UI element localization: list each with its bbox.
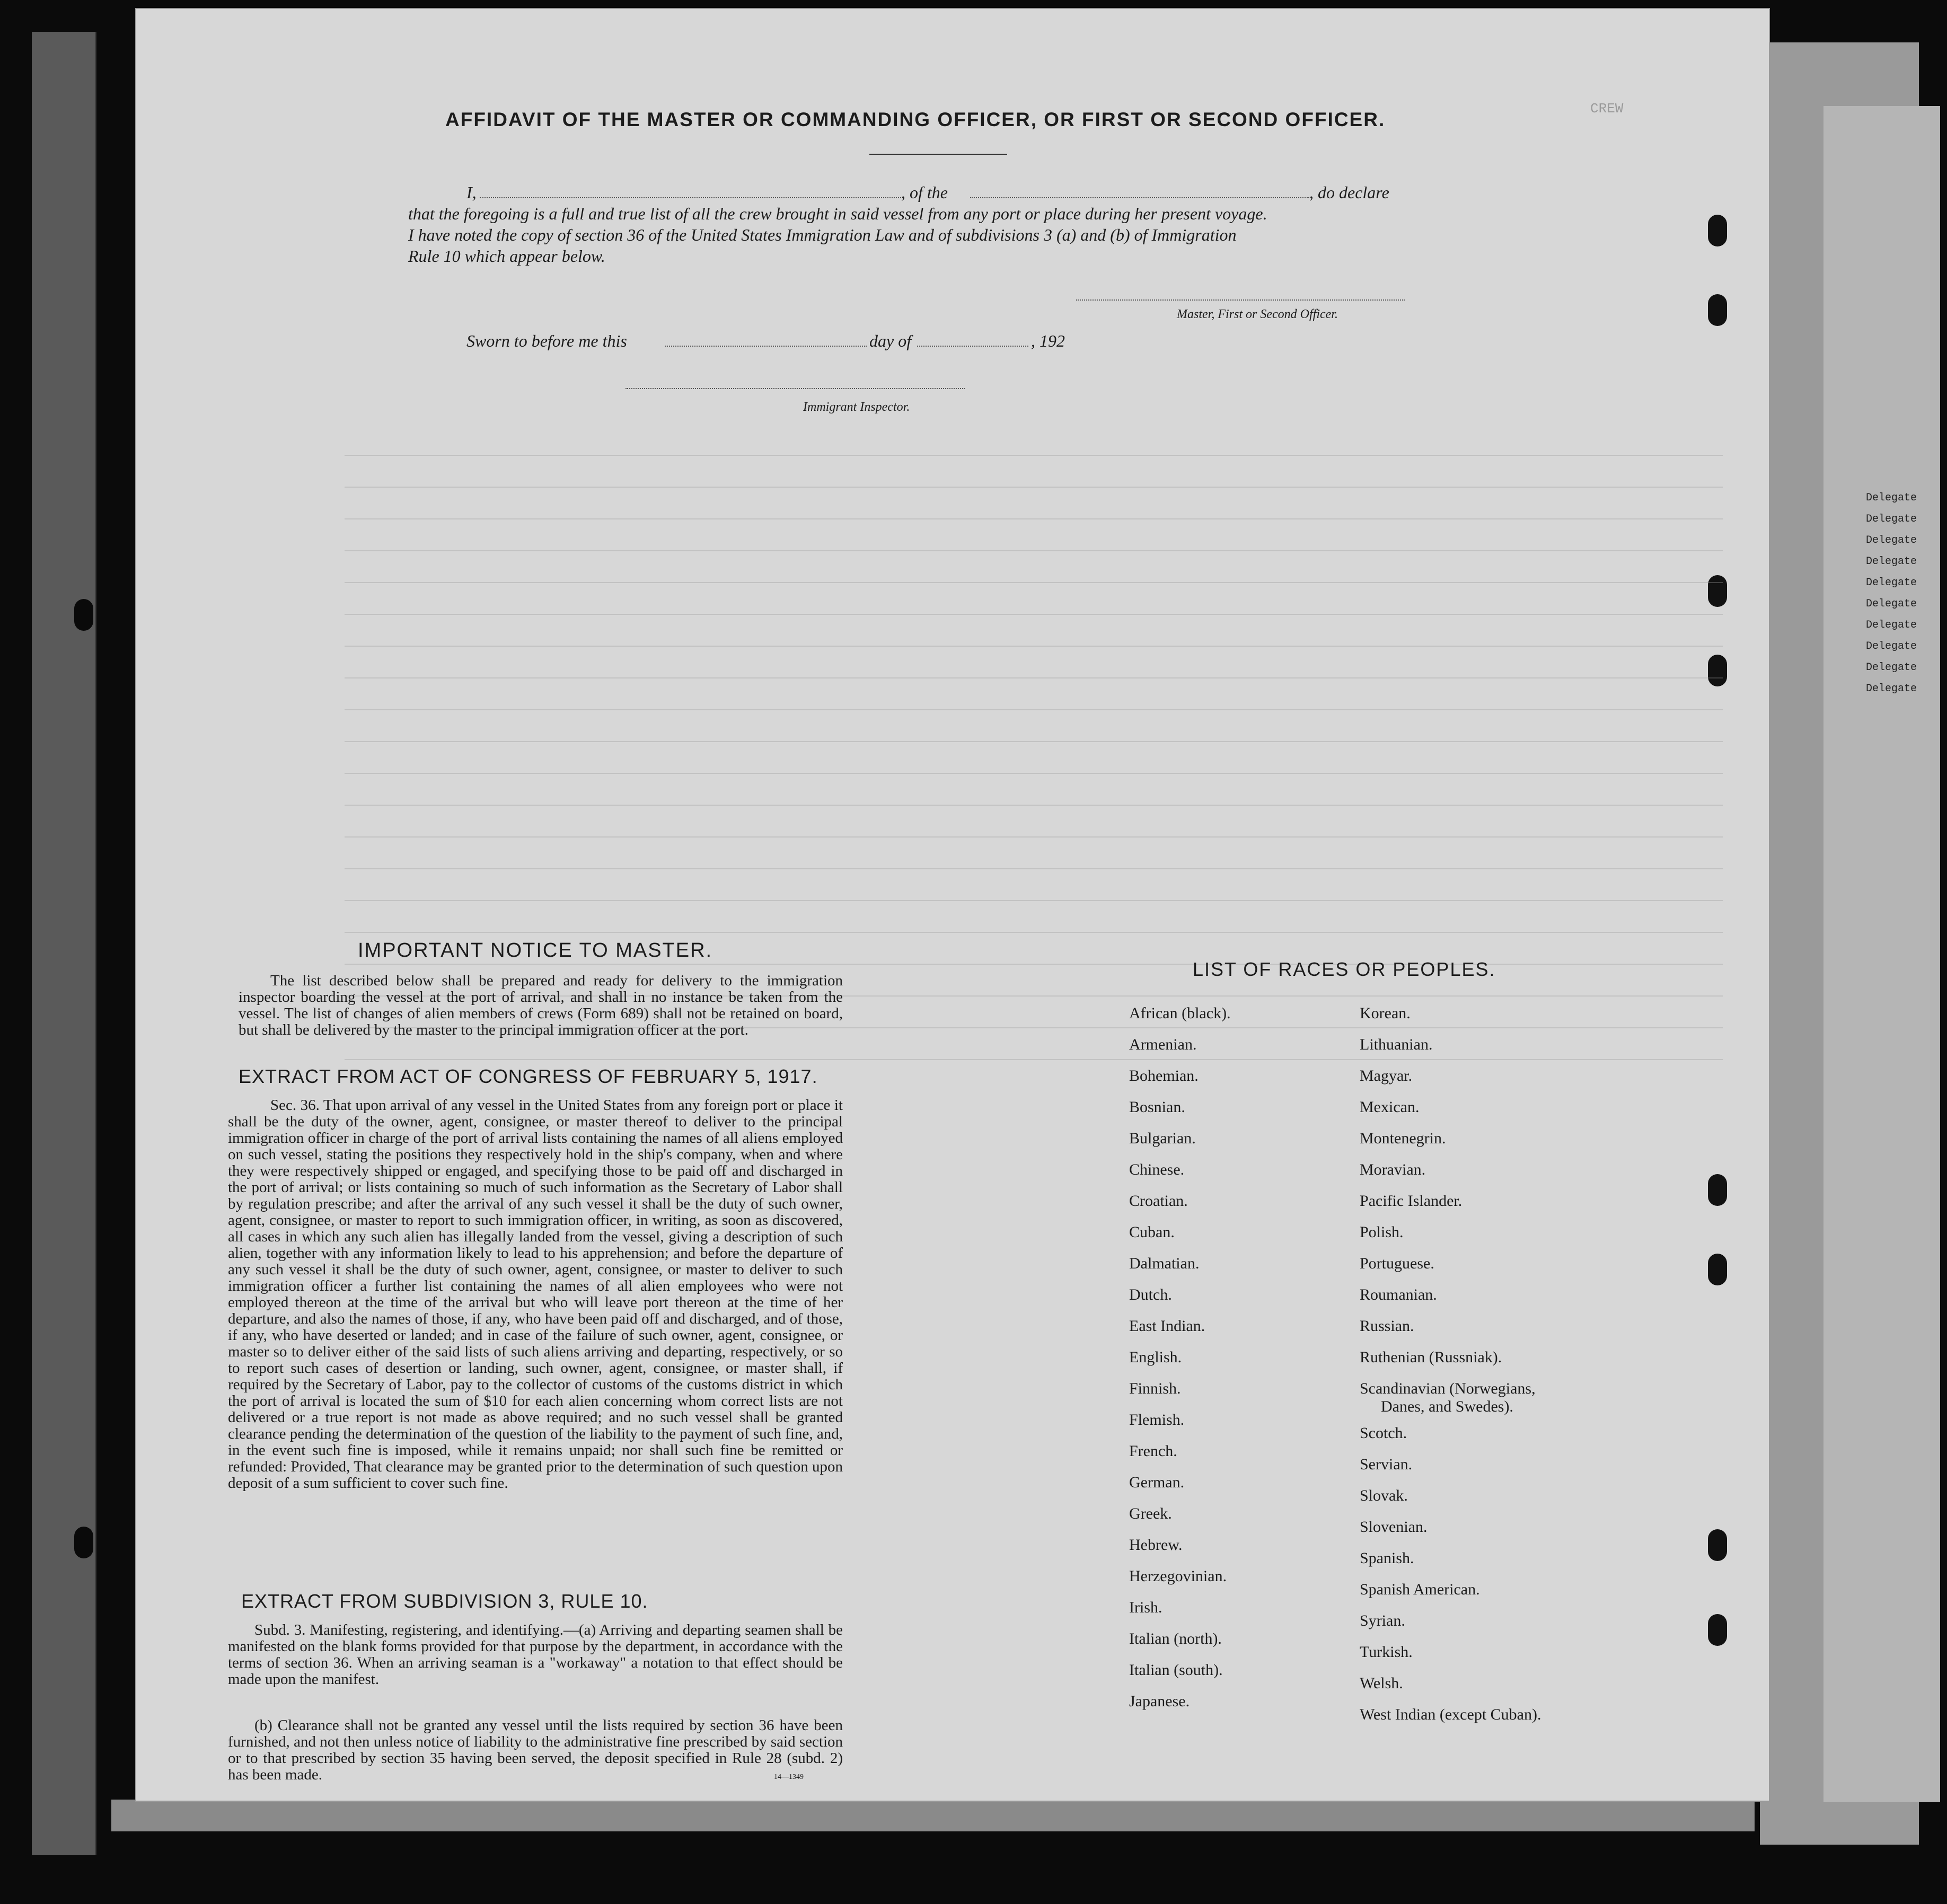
bleed-through-text: CREW: [1590, 101, 1624, 117]
race-item: Cuban.: [1129, 1223, 1175, 1241]
sworn-prefix: Sworn to before me this: [466, 331, 627, 350]
rule-extract-text-a: Subd. 3. Manifesting, registering, and identifying.—(a) Arriving and departing seamen shall be manifested on the blank forms provided for that purpose by the department, in accordance with the terms of section 36. When an arriving seaman is a "workaway" a notation to that effect should be made upon the manifest.: [228, 1621, 843, 1688]
inspector-signature-blank[interactable]: [625, 388, 965, 389]
name-blank[interactable]: [480, 197, 901, 198]
underlying-sheet-edge: [1823, 106, 1940, 1802]
punch-hole: [74, 599, 93, 631]
sworn-year: , 192: [1031, 331, 1065, 350]
notice-text: The list described below shall be prepared and ready for delivery to the immigration inspector boarding the vessel at the port of arrival, and shall in no instance be taken from the vessel. The list of changes of alien members of crews (Form 689) shall not be retained on board, but shall be delivered by the master to the principal immigration officer at the port.: [239, 972, 843, 1038]
race-item: Italian (north).: [1129, 1630, 1222, 1647]
signature-blank[interactable]: [1076, 299, 1405, 301]
race-item: Japanese.: [1129, 1693, 1190, 1710]
punch-hole: [1708, 215, 1727, 246]
race-item: Scotch.: [1360, 1424, 1407, 1442]
affidavit-line-of-the: , of the: [901, 183, 948, 202]
punch-hole: [74, 1527, 93, 1558]
race-item: Bosnian.: [1129, 1098, 1185, 1116]
affidavit-line-3: I have noted the copy of section 36 of the United States Immigration Law and of subdivisions 3 (a) and (b) of Immigration: [408, 225, 1237, 244]
race-item: Flemish.: [1129, 1411, 1185, 1429]
races-title: LIST OF RACES OR PEOPLES.: [1193, 958, 1496, 980]
race-item: Bulgarian.: [1129, 1130, 1196, 1147]
act-extract-text: Sec. 36. That upon arrival of any vessel in the United States from any foreign port or place it shall be the duty of the owner, agent, consignee, or master thereof to deliver to the principal immigration officer in charge of the port of arrival lists containing the names of all aliens employed on such vessel, stating the positions they respectively hold in the ship's company, when and where they were respectively shipped or engaged, and specifying those to be paid off and discharged in the port of arrival; or lists containing so much of such information as the Secretary of Labor shall by regulation prescribe; and after the arrival of any such vessel it shall be the duty of such owner, agent, consignee, or master to report to such immigration officer, in writing, as soon as discovered, all cases in which any such alien has illegally landed from the vessel, giving a description of such alien, together with any information likely to lead to his apprehension; and before the departure of any such vessel it shall be the duty of such owner, agent, consignee, or master to deliver to such immigration officer a further list containing the names of all alien employees who were not employed thereon at the time of the arrival but who will leave port thereon at the time of her departure, and also the names of those, if any, who have been paid off and discharged, and of those, if any, who have deserted or landed; and in case of the failure of such owner, agent, consignee, or master so to deliver either of the said lists of such aliens arriving and departing, respectively, or so to report such cases of desertion or landing, such owner, agent, consignee, or master shall, if required by the Secretary of Labor, pay to the collector of customs of the customs district in which the port of arrival is located the sum of $10 for each alien concerning whom correct lists are not delivered or a true report is not made as above required; and no such vessel shall be granted clearance pending the determination of the question of the liability to the payment of such fine, and, in the event such fine is imposed, while it remains unpaid; nor shall such fine be remitted or refunded: Provided, That clearance may be granted prior to the determination of such question upon deposit of a sum sufficient to cover such fine.: [228, 1097, 843, 1492]
race-item: Turkish.: [1360, 1643, 1413, 1661]
divider: [869, 154, 1007, 155]
act-extract-title: EXTRACT FROM ACT OF CONGRESS OF FEBRUARY 5, 1917.: [239, 1065, 818, 1087]
race-item: Slovak.: [1360, 1487, 1408, 1504]
race-item: Mexican.: [1360, 1098, 1420, 1116]
race-item: Lithuanian.: [1360, 1036, 1433, 1053]
margin-label: Delegate: [1866, 662, 1917, 674]
race-item: Ruthenian (Russniak).: [1360, 1348, 1502, 1366]
races-right-column: [1360, 1004, 1625, 1737]
race-item: German.: [1129, 1474, 1185, 1491]
race-item: Polish.: [1360, 1223, 1404, 1241]
punch-hole: [1708, 1529, 1727, 1561]
signature-label: Master, First or Second Officer.: [1177, 307, 1338, 321]
race-item: Chinese.: [1129, 1161, 1185, 1178]
race-item: Dalmatian.: [1129, 1255, 1200, 1272]
race-item: Hebrew.: [1129, 1536, 1183, 1554]
race-item: Herzegovinian.: [1129, 1567, 1227, 1585]
race-item: Croatian.: [1129, 1192, 1188, 1210]
race-item: Scandinavian (Norwegians,: [1360, 1380, 1536, 1397]
rule-extract-text-b: (b) Clearance shall not be granted any vessel until the lists required by section 36 have been furnished, and not then unless notice of liability to the administrative fine prescribed by said section or to that prescribed by section 35 having been served, the deposit specified in Rule 28 (subd. 2) has been made.: [228, 1717, 843, 1783]
sworn-month-blank[interactable]: [917, 346, 1028, 347]
race-item: Bohemian.: [1129, 1067, 1199, 1085]
punch-hole: [1708, 1614, 1727, 1646]
races-left-column: [1129, 1004, 1352, 1724]
race-item: Spanish.: [1360, 1549, 1414, 1567]
race-item: Montenegrin.: [1360, 1130, 1446, 1147]
race-item: Moravian.: [1360, 1161, 1426, 1178]
affidavit-line-declare: , do declare: [1309, 183, 1389, 202]
race-item: Armenian.: [1129, 1036, 1197, 1053]
race-item: Finnish.: [1129, 1380, 1181, 1397]
sworn-day-of: day of: [869, 331, 912, 350]
margin-label: Delegate: [1866, 683, 1917, 695]
bleed-through-rows: [345, 424, 1723, 1060]
margin-label: Delegate: [1866, 577, 1917, 589]
margin-label: Delegate: [1866, 619, 1917, 631]
race-item: Greek.: [1129, 1505, 1172, 1522]
rule-extract-title: EXTRACT FROM SUBDIVISION 3, RULE 10.: [241, 1590, 648, 1612]
margin-label: Delegate: [1866, 513, 1917, 525]
race-item: French.: [1129, 1442, 1177, 1460]
affidavit-line-i: I,: [466, 183, 477, 202]
margin-label: Delegate: [1866, 640, 1917, 653]
form-number: 14—1349: [774, 1773, 804, 1781]
race-item: Irish.: [1129, 1599, 1162, 1616]
punch-hole: [1708, 1174, 1727, 1206]
inspector-label: Immigrant Inspector.: [803, 400, 910, 414]
race-item: Magyar.: [1360, 1067, 1413, 1085]
race-item: Servian.: [1360, 1456, 1413, 1473]
race-item: Spanish American.: [1360, 1581, 1480, 1598]
margin-label: Delegate: [1866, 598, 1917, 610]
race-item: African (black).: [1129, 1004, 1231, 1022]
margin-label: Delegate: [1866, 534, 1917, 546]
race-item: Danes, and Swedes).: [1381, 1398, 1513, 1415]
punch-hole: [1708, 294, 1727, 326]
race-item: East Indian.: [1129, 1317, 1205, 1335]
race-item: Slovenian.: [1360, 1518, 1428, 1536]
race-item: West Indian (except Cuban).: [1360, 1706, 1541, 1723]
affidavit-title: AFFIDAVIT OF THE MASTER OR COMMANDING OFFICER, OR FIRST OR SECOND OFFICER.: [445, 109, 1386, 130]
binder-edge: [32, 32, 96, 1855]
race-item: Syrian.: [1360, 1612, 1405, 1629]
race-item: Welsh.: [1360, 1674, 1403, 1692]
race-item: English.: [1129, 1348, 1182, 1366]
race-item: Roumanian.: [1360, 1286, 1437, 1303]
race-item: Dutch.: [1129, 1286, 1172, 1303]
vessel-blank[interactable]: [970, 197, 1309, 198]
race-item: Korean.: [1360, 1004, 1411, 1022]
affidavit-line-2: that the foregoing is a full and true list of all the crew brought in said vessel from any port or place during her present voyage.: [408, 204, 1267, 223]
affidavit-line-4: Rule 10 which appear below.: [408, 246, 605, 266]
race-item: Portuguese.: [1360, 1255, 1434, 1272]
sworn-day-blank[interactable]: [665, 346, 867, 347]
race-item: Russian.: [1360, 1317, 1414, 1335]
margin-label: Delegate: [1866, 556, 1917, 568]
notice-title: IMPORTANT NOTICE TO MASTER.: [358, 939, 713, 962]
right-margin-labels: [1866, 488, 1917, 700]
punch-hole: [1708, 1254, 1727, 1285]
stacked-pages-edge: [111, 1800, 1755, 1831]
race-item: Italian (south).: [1129, 1661, 1223, 1679]
margin-label: Delegate: [1866, 492, 1917, 504]
race-item: Pacific Islander.: [1360, 1192, 1463, 1210]
